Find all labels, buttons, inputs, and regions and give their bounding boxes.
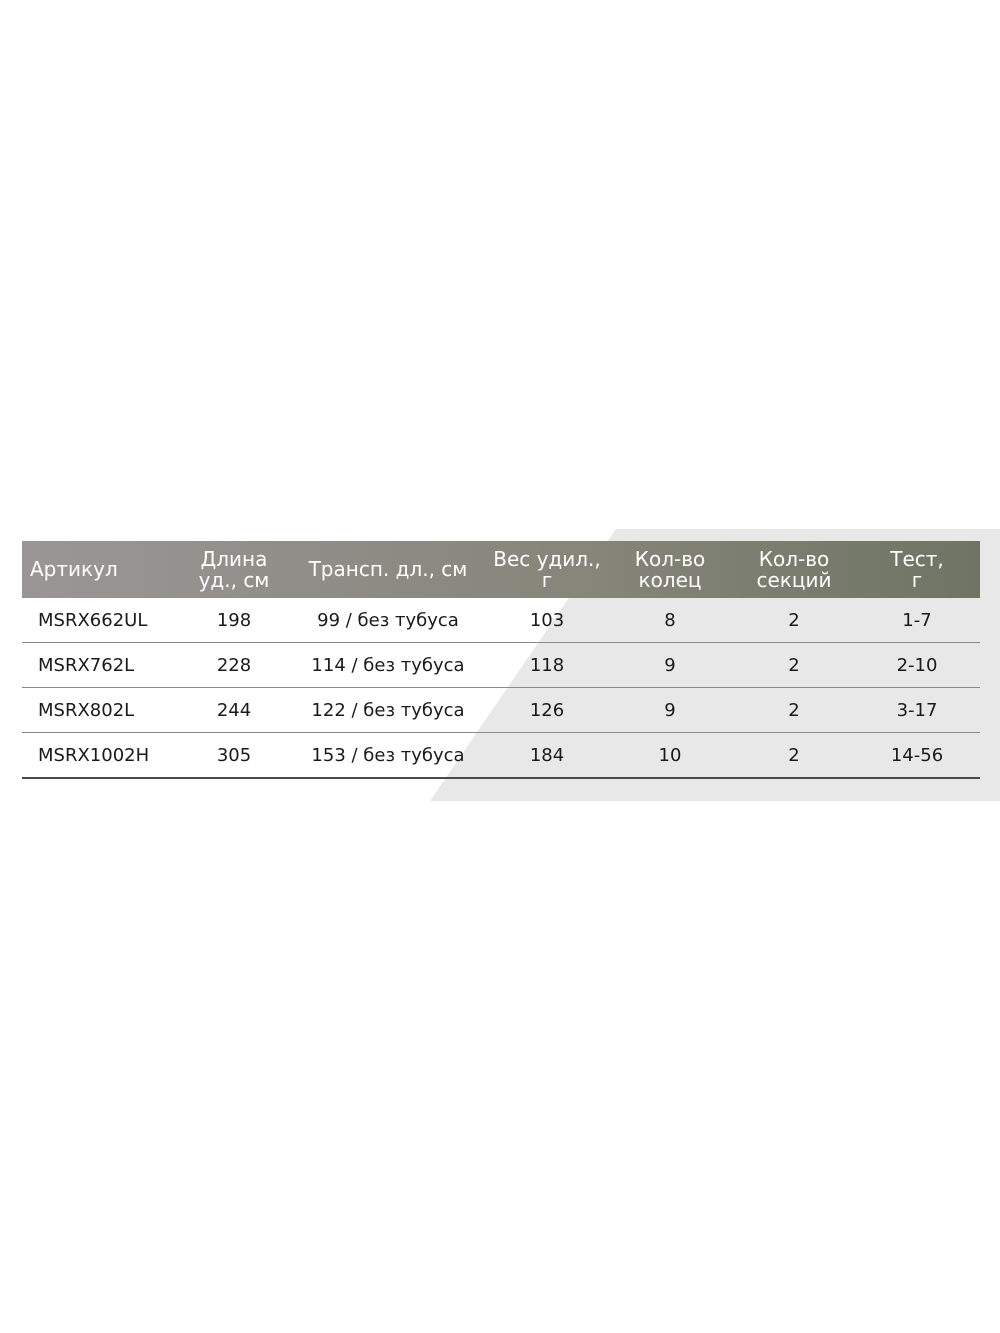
cell-rings: 9 — [606, 688, 734, 733]
cell-test: 3-17 — [854, 688, 980, 733]
cell-article: MSRX662UL — [22, 598, 180, 643]
cell-transport-length: 122 / без тубуса — [288, 688, 488, 733]
cell-length: 198 — [180, 598, 288, 643]
cell-transport-length: 99 / без тубуса — [288, 598, 488, 643]
column-header-weight: Вес удил., г — [493, 546, 601, 592]
cell-length: 305 — [180, 733, 288, 779]
cell-sections: 2 — [734, 598, 854, 643]
cell-sections: 2 — [734, 643, 854, 688]
cell-rings: 10 — [606, 733, 734, 779]
cell-transport-length: 114 / без тубуса — [288, 643, 488, 688]
cell-rings: 9 — [606, 643, 734, 688]
cell-sections: 2 — [734, 688, 854, 733]
cell-test: 2-10 — [854, 643, 980, 688]
spec-table-block — [20, 529, 1000, 801]
cell-article: MSRX762L — [22, 643, 180, 688]
cell-length: 228 — [180, 643, 288, 688]
table-row — [22, 733, 980, 779]
table-row — [22, 688, 980, 733]
column-header-length: Длина уд., см — [198, 546, 270, 592]
column-header-rings: Кол-во колец — [634, 546, 706, 592]
cell-article: MSRX802L — [22, 688, 180, 733]
cell-weight: 184 — [488, 733, 606, 779]
cell-test: 14-56 — [854, 733, 980, 779]
column-header-sections: Кол-во секций — [756, 546, 832, 592]
column-header-article: Артикул — [30, 557, 118, 581]
cell-rings: 8 — [606, 598, 734, 643]
column-header-test: Тест, г — [890, 546, 944, 592]
cell-length: 244 — [180, 688, 288, 733]
table-header-row — [22, 541, 980, 598]
cell-weight: 126 — [488, 688, 606, 733]
column-header-transport-length: Трансп. дл., см — [308, 557, 468, 581]
table-row — [22, 643, 980, 688]
cell-sections: 2 — [734, 733, 854, 779]
specs-table — [22, 541, 980, 779]
cell-test: 1-7 — [854, 598, 980, 643]
cell-article: MSRX1002H — [22, 733, 180, 779]
cell-transport-length: 153 / без тубуса — [288, 733, 488, 779]
table-row — [22, 598, 980, 643]
cell-weight: 103 — [488, 598, 606, 643]
cell-weight: 118 — [488, 643, 606, 688]
